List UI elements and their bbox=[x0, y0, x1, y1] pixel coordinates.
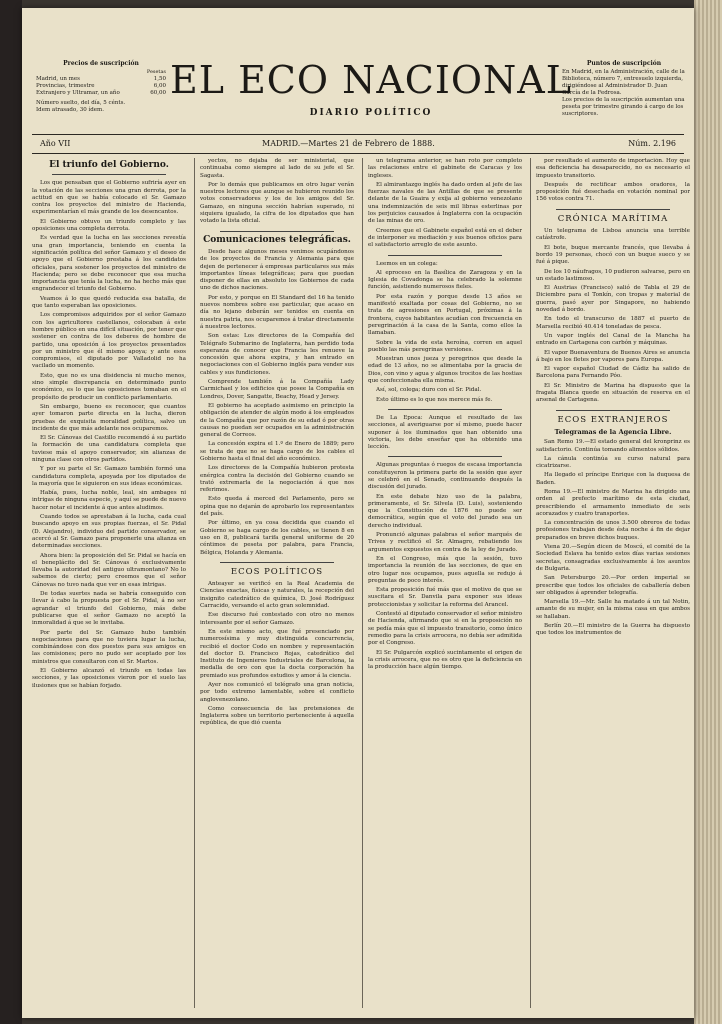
paragraph: En este mismo acto, que fué presenciado por numerosísima y muy distinguida concurrencia, recibió el doctor Codo en nombre y representación del doctor D. Francisco Rojas, catedrático del Instituto de Ingenieros Industriales de Barcelona, la medalla de oro con que la docta corporación ha premiado sus profundos estudios y amor á la ciencia. bbox=[200, 628, 354, 679]
column-rule bbox=[530, 158, 531, 1008]
paragraph: Roma 19.—El ministro de Marina ha dirigido una orden al prefecto marítimo de esta ciudad, prescribiendo el armamento inmediato de seis acorazados y cuatro transportes. bbox=[536, 488, 690, 517]
paragraph: Pronunció algunas palabras el señor marqués de Trives y rectificó el Sr. Almagro, rebatiendo los argumentos expuestos en contra de la ley de Jurado. bbox=[368, 532, 522, 553]
paragraph: Los directores de la Compañía hubieron protesta enérgica contra la decisión del Gobierno cuando se trató extremarla de la negociación á que nos referimos. bbox=[200, 465, 354, 494]
subscription-points bbox=[562, 60, 686, 118]
paragraph: El bote, buque mercante francés, que llevaba á bordo 19 personas, chocó con un buque sueco y se fué á pique. bbox=[536, 244, 690, 266]
paragraph: Esto queda á merced del Parlamento, pero se opina que no dejarán de aprobarlo los representantes del país. bbox=[200, 496, 354, 518]
book-spine bbox=[0, 0, 22, 1024]
paragraph: San Remo 19.—El estado general del kronprinz es satisfactorio. Continúa tomando alimentos sólidos. bbox=[536, 439, 690, 453]
paragraph: El gobierno ha aceptado asimismo en principio la obligación de atender de algún modo á los empleados de la Compañía que por razón de su edad ó por otras causas no puedan ser ocupados en la administración general de Correos. bbox=[200, 402, 354, 439]
paragraph: Por último, en ya cosa decidida que cuando el Gobierno se haga cargo de los cables, se tienen 8 en uso en 8, publicará tarifa general uniforme de 20 céntimos de peseta por palabra, para Francia, Bélgica, Holanda y Alemania. bbox=[200, 520, 354, 556]
paragraph: Muestran unos jueza y peregrinos que desde la edad de 13 años, no se alimentaba por la gracia de Dios, con vino y agua y algunos trocitos de las hostias que confeccionaba ella misma. bbox=[368, 356, 522, 385]
price-row bbox=[36, 83, 166, 90]
page-edges bbox=[694, 0, 722, 1024]
paragraph: Y por su parte el Sr. Gamazo también formó una candidatura completa, apoyada por los diputados de la mayoría que le siguieron en sus ideas económicas. bbox=[32, 466, 186, 487]
paragraph: Había, pues, lucha noble, leal, sin ambages ni intrigas de ninguna especie, y aquí se puede de nuevo hacer notar el incidente á que antes aludimos. bbox=[32, 490, 186, 511]
paragraph: El Gobierno obtuvo un triunfo completo y las oposiciones una completa derrota. bbox=[32, 218, 186, 233]
paragraph: Esto, que no es una disidencia ni mucho menos, sino simple discrepancia en determinado punto económico, es lo que las oposiciones tomaban en el propósito de producir un conflicto parlamentario. bbox=[32, 372, 186, 401]
price-label: Madrid, un mes bbox=[36, 76, 80, 82]
paragraph: El Gobierno alcanzó el triunfo en todas las secciones, y las oposiciones vieron por el suelo las ilusiones que se habían forjado. bbox=[32, 668, 186, 689]
prices-column-head: Pesetas bbox=[146, 69, 166, 75]
paragraph: Al eproceso en la Basílica de Zaragoza y en la Iglesia de Covadonga se ha celebrado la solemne función, asistiendo numerosos fieles. bbox=[368, 269, 522, 291]
newspaper-title: EL ECO NACIONAL bbox=[170, 58, 572, 102]
paragraph: Viena 20.—Según dicen de Moscú, el comité de la Sociedad Eslava ha tenido estos días varias sesiones secretas, consagradas exclusivamente á los asuntos de Bulgaria. bbox=[536, 544, 690, 572]
divider bbox=[52, 174, 166, 175]
divider bbox=[556, 209, 670, 210]
section-heading: ECOS EXTRANJEROS bbox=[557, 414, 669, 425]
paragraph: Por esta razón y porque desde 13 años se manifestó exaltada por cosas del Gobierno, no se trata de agresiones en Portugal, próximas á la frontera, cuyos habitantes acudían con frecuencia en peregrinación á la casa de la Santa, como ellos la llamaban. bbox=[368, 293, 522, 337]
paragraph: Contestó al diputado conservador el señor ministro de Hacienda, afirmando que si en la proposición no se pedía más que el impuesto transitorio, como único remedio para la crisis arrocera, no debía ser admitida por el Congreso. bbox=[368, 611, 522, 647]
paragraph: La cánula continúa su curso natural para cicatrizarse. bbox=[536, 455, 690, 470]
paragraph: Como consecuencia de las pretensiones de Inglaterra sobre un territorio perteneciente á aquella república, de que dió cuenta bbox=[200, 705, 354, 727]
divider bbox=[220, 562, 334, 563]
newspaper-subtitle: DIARIO POLÍTICO bbox=[309, 108, 433, 118]
paragraph: El Sr. Cánovas del Castillo recomendó á su partido la formación de una candidatura completa que tuviese más el apoyo conservador, sin alianzas de ninguna clase con otros partidos. bbox=[32, 435, 186, 463]
section-heading: ECOS POLÍTICOS bbox=[230, 566, 324, 577]
price-value: 1,50 bbox=[153, 76, 166, 82]
column-rule bbox=[362, 158, 363, 1008]
article-heading: El triunfo del Gobierno. bbox=[49, 160, 169, 170]
article-heading: Comunicaciones telegráficas. bbox=[203, 234, 351, 245]
column-rule bbox=[194, 158, 195, 1008]
paragraph: Un telegrama de Lisboa anuncia una terrible catástrofe. bbox=[536, 228, 690, 242]
paragraph: Por esto, y porque en El Standard del 16 ha tenido nuevos nombres sobre ese particular, que acaso en día no lejano deberán ser tenidos en cuenta en nuestra patria, nos ocuparemos á tratar directamente á nuestros lectores. bbox=[200, 294, 354, 330]
subscription-prices bbox=[36, 60, 166, 114]
paragraph: Los compromisos adquiridos por el señor Gamazo con los agricultores castellanos, colocaban á este hombre público en una difícil situación, por tener que sostener en contra de los deberes de hombre de partido, una oposición á los proyectos presentados por un ministro que él mismo apoya; y ante esos compromisos, el diputado por Valladolid no ha vacilado un momento. bbox=[32, 312, 186, 370]
price-row bbox=[36, 76, 166, 83]
price-row bbox=[36, 90, 166, 97]
column-3 bbox=[368, 158, 522, 1008]
paragraph: Así, sol, colega; duro con el Sr. Pidal. bbox=[376, 387, 482, 394]
paragraph: Esto último es lo que nos merece más fe. bbox=[376, 396, 493, 403]
paragraph: El vapor español Ciudad de Cádiz ha salido de Barcelona para Fernando Póo. bbox=[536, 366, 690, 380]
paragraph: Marsella 19.—Mr. Salle ha matado á un tal Notin, amante de su mujer, en la misma casa en que ambos se hallaban. bbox=[536, 599, 690, 620]
price-label: Provincias, trimestre bbox=[36, 83, 95, 89]
paragraph: En este debate hizo uso de la palabra, primeramente, el Sr. Silvela (D. Luis), sosteniendo que la Constitución de 1876 no puede ser democrática, según que el voto del jurado sea un derecho individual. bbox=[368, 493, 522, 529]
newspaper-page bbox=[22, 8, 694, 1018]
price-value: 60,00 bbox=[150, 90, 166, 96]
paragraph: El vapor Buenaventura de Buenos Aires se anuncia á bajo en los fletes por vapores para Europa. bbox=[536, 349, 690, 363]
column-2 bbox=[200, 158, 354, 1008]
subscription-prices-heading: Precios de suscripción bbox=[63, 60, 139, 67]
column-1 bbox=[32, 158, 186, 1008]
sub-heading: Telegramas de la Agencia Libre. bbox=[554, 427, 672, 436]
paragraph: La concentración de unos 3.500 obreros de todas profesiones trabajan desde ésta noche á fin de dejar preparados en breve dichos buques. bbox=[536, 520, 690, 541]
issue-date: MADRID.—Martes 21 de Febrero de 1888. bbox=[262, 139, 435, 148]
paragraph: De La Epoca: Aunque el resultado de las secciones, al averiguarse por sí mismo, puede hacer suponer á los iluminados que han obtenido una victoria, les debe enseñar que ha obtenido una lección. bbox=[368, 414, 522, 451]
back-issue-price: Idem atrasado, 30 ídem. bbox=[36, 107, 104, 113]
divider bbox=[220, 231, 334, 232]
paragraph: Sin embargo, bueno es reconocer, que cuantos ayer tomaron parte directa en la lucha, dieron pruebas de exquisita moralidad política, salvo un incidente de que más adelante nos ocuparemos. bbox=[32, 403, 186, 432]
subscription-points-text: En Madrid, en la Administración, calle de la Biblioteca, número 7, entresuelo izquierda, dirigiéndose al Administrador D. Juan García de la Fedrosa. bbox=[562, 69, 685, 96]
masthead bbox=[22, 8, 694, 128]
subscription-points-heading: Puntos de suscripción bbox=[586, 60, 662, 67]
paragraph: San Petersburgo 20.—Por orden imperial se prescribe que todos los oficiales de caballería deben ser obligados á aprender telegrafía. bbox=[536, 575, 690, 596]
paragraph: Leemos en un colega: bbox=[376, 260, 438, 267]
year-label: Año VII bbox=[40, 139, 71, 148]
divider bbox=[388, 409, 502, 410]
paragraph: Es verdad que la lucha en las secciones revestía una gran importancia, teniendo en cuenta la significación política del señor Gamazo y el deseo de apoyo que el Gobierno prestaba á los candidatos oficiales, para sostener los proyectos del ministro de Hacienda; pero se debe reconocer que esa mucha importancia que tenía la lucha, no ha hecho más que engrandecer el triunfo del Gobierno. bbox=[32, 235, 186, 293]
paragraph: Después de rectificar ambos oradores, la proposición fué desechada en votación nominal por 156 votos contra 71. bbox=[536, 181, 690, 203]
paragraph: El Sr. Ministro de Marina ha dispuesto que la fragata Blanca quede en situación de reserva en el arsenal de Cartagena. bbox=[536, 382, 690, 404]
columns bbox=[32, 158, 690, 1008]
paragraph: Ahora bien: la proposición del Sr. Pidal se hacía en el beneplácito del Sr. Cánovas ó exclusivamente llevaba la autoridad del antiguo ultramontano? No lo sabemos de cierto; pero creemos que el señor Cánovas no tuvo nada que ver en esas intrigas. bbox=[32, 552, 186, 588]
paragraph: Por parte del Sr. Gamazo hubo también negociaciones para que no tuviera lugar la lucha, combinándose con dos puestos para sus amigos en las comisiones; pero no pudo ser aceptado por los ministros que consultaron con el Sr. Martos. bbox=[32, 629, 186, 665]
dateline bbox=[32, 134, 684, 154]
paragraph: Esta proposición fué más que el motivo de que se suscitara el Sr. Danvila para exponer sus ideas proteccionistas y solicitar la reforma del Arancel. bbox=[368, 587, 522, 608]
paragraph: Cuando todos se aprestaban á la lucha, cada cual buscando apoyo en sus propias fuerzas, el Sr. Pidal (D. Alejandro), individuo del partido conservador, se acercó al Sr. Gamazo para proponerle una alianza en determinadas secciones. bbox=[32, 514, 186, 550]
single-issue-price: Número suelto, del día, 5 cénts. bbox=[36, 100, 126, 106]
divider bbox=[556, 410, 670, 411]
paragraph: Berlín 20.—El ministro de la Guerra ha dispuesto que todos los instrumentos de bbox=[536, 623, 690, 637]
paragraph: El Austrias (Francisco) salió de Tabla el 29 de Diciembre para el Tonkín, con tropas y material de guerra, pasó ayer por Singapore, no habiendo novedad á bordo. bbox=[536, 285, 690, 314]
divider bbox=[388, 456, 502, 457]
paragraph: La concesión expira el 1.º de Enero de 1889; pero se trata de que no se haga cargo de los cables el Gobierno hasta el final del año económico. bbox=[200, 441, 354, 462]
price-value: 6,00 bbox=[153, 83, 166, 89]
paragraph: Ese discurso fué contestado con otro no menos interesante por el señor Gamazo. bbox=[200, 612, 354, 626]
paragraph: Ha llegado el príncipe Enrique con la duquesa de Baden. bbox=[536, 472, 690, 486]
paragraph: por resultado el aumento de importación. Hoy que esa deficiencia ha desaparecido, no es necesario el impuesto transitorio. bbox=[536, 158, 690, 179]
paragraph: Algunas preguntas ó ruegos de escasa importancia constituyeron la primera parte de la sesión que ayer se celebró en el Senado, continuando después la discusión del jurado. bbox=[368, 462, 522, 491]
paragraph: Son estas: Los directores de la Compañía del Telégrafo Submarino de Inglaterra, han perdido toda esperanza de conocer que Francia les renueve la concesión que ahora expira, y han entrado en negociaciones con el Gobierno inglés para vender sus cables y sus fundiciones. bbox=[200, 333, 354, 376]
column-4 bbox=[536, 158, 690, 1008]
paragraph: Comprende también á la Compañía Lady Carmichael y los edificios que posee la Compañía en Londres, Dover, Sangatte, Beachy, Head y Jersey. bbox=[200, 379, 354, 400]
paragraph: De los 10 náufragos, 10 pudieron salvarse, pero en un estado lastimoso. bbox=[536, 268, 690, 282]
paragraph: Creemos que el Gabinete español está en el deber de interponer su mediación y sus buenos oficios para el satisfactorio arreglo de este asunto. bbox=[368, 227, 522, 249]
paragraph: El almirantazgo inglés ha dado orden al jefe de las fuerzas navales de las Antillas de que se presente delante de la Guaira y exija al gobierno venezolano una indemnización de seis mil libras esterlinas por los perjuicios causados á Inglaterra con la ocupación de las minas de oro. bbox=[368, 181, 522, 225]
paragraph: Ayer nos comunicó el telégrafo una gran noticia, por todo extremo lamentable, sobre el conflicto anglovenezolano. bbox=[200, 682, 354, 703]
paragraph: Los que pensaban que el Gobierno sufriría ayer en la votación de las secciones una gran derrota, por la actitud en que se había colocado el Sr. Gamazo contra los proyectos del ministro de Hacienda, experimentarían el más grande de los desencantos. bbox=[32, 180, 186, 216]
paragraph: En todo el transcurso de 1887 el puerto de Marsella recibió 40.414 toneladas de pesca. bbox=[536, 316, 690, 330]
paragraph: Anteayer se verificó en la Real Academia de Ciencias exactas, físicas y naturales, la recepción del insignito catedrático de química, D. José Rodríguez Carracido, versando el acto gran solemnidad. bbox=[200, 581, 354, 610]
issue-number: Núm. 2.196 bbox=[628, 139, 676, 148]
paragraph: Veamos á lo que quedó reducida esa batalla, de que tanto esperaban las oposiciones. bbox=[32, 295, 186, 310]
paragraph: Desde hace algunos meses venimos ocupándonos de los proyectos de Francia y Alemania para que dejen de pertenecer á empresas particulares sus más importantes líneas telegráficas; para que puedan disponer de ellas en absoluto los Gobiernos de cada uno de dichos naciones. bbox=[200, 248, 354, 292]
paragraph: yectos, no dejaba de ser ministerial, que continuaba como siempre al lado de su jefe el Sr. Sagasta. bbox=[200, 158, 354, 179]
price-label: Extranjero y Ultramar, un año bbox=[36, 90, 120, 96]
paragraph: Un vapor inglés del Canal de la Mancha ha entrado en Cartagena con carbón y máquinas. bbox=[536, 332, 690, 347]
paragraph: En el Congreso, más que la sesión, tuvo importancia la reunión de las secciones, de que en otro lugar nos ocupamos, pues aquella se redujo á preguntas de poco interés. bbox=[368, 555, 522, 584]
paragraph: Sobre la vida de esta heroína, corren en aquel pueblo las más peregrinas versiones. bbox=[368, 339, 522, 353]
section-heading: CRÓNICA MARÍTIMA bbox=[557, 213, 669, 224]
paragraph: Por lo demás que publicamos en otro lugar verán nuestros lectores que aunque se hubieron reunido los votos conservadores y los de los amigos del Sr. Gamazo, en ninguna sección habrían superado, ni siquiera igualado, la cifra de los diputados que han votado la lista oficial. bbox=[200, 181, 354, 225]
divider bbox=[388, 255, 502, 256]
paragraph: un telegrama anterior, se han roto por completo las relaciones entre el gabinete de Caracas y los ingleses. bbox=[368, 158, 522, 179]
paragraph: De todas suertes nada se habría conseguido con llevar á cabo la propuesta por el Sr. Pidal, á no ser agrandar el triunfo del Gobierno, más debe publicarse que el señor Gamazo no aceptó la inmoralidad á que se le invitaba. bbox=[32, 591, 186, 627]
paragraph: El Sr. Pulgarcón explicó sucintamente el origen de la crisis arrocera, que no es otro que la deficiencia en la producción hace algún tiempo. bbox=[368, 649, 522, 671]
subscription-points-note: Los precios de la suscripción aumentan una peseta por trimestre girando á cargo de los suscriptores. bbox=[562, 97, 685, 117]
